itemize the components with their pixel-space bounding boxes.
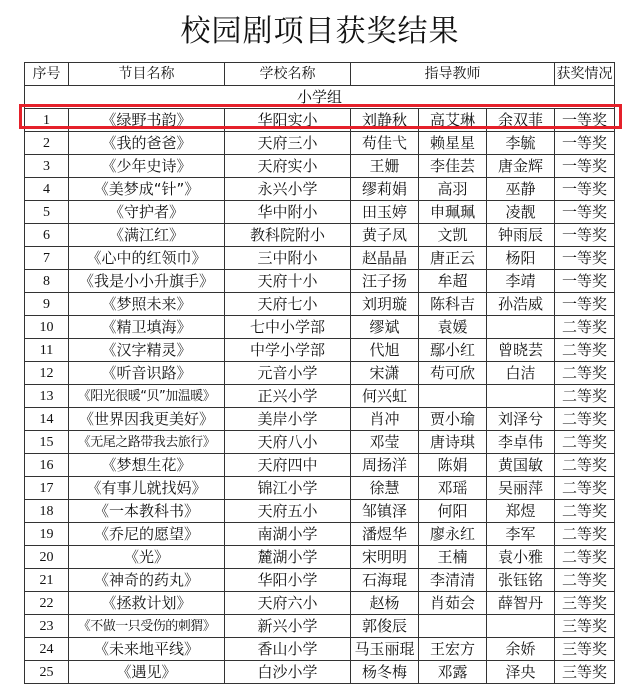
school-name: 美岸小学 bbox=[225, 408, 351, 431]
table-row bbox=[25, 408, 615, 431]
school-name: 永兴小学 bbox=[225, 178, 351, 201]
teacher-3: 曾晓芸 bbox=[487, 339, 555, 362]
row-number: 11 bbox=[25, 339, 69, 362]
program-title: 《心中的红领巾》 bbox=[69, 247, 225, 270]
program-title: 《乔尼的愿望》 bbox=[69, 523, 225, 546]
teacher-1: 马玉丽琨 bbox=[351, 638, 419, 661]
award-result: 二等奖 bbox=[555, 431, 615, 454]
teacher-1: 刘玥璇 bbox=[351, 293, 419, 316]
teacher-3: 黄国敏 bbox=[487, 454, 555, 477]
teacher-2: 袁媛 bbox=[419, 316, 487, 339]
table-row bbox=[25, 569, 615, 592]
teacher-3: 李军 bbox=[487, 523, 555, 546]
teacher-1: 徐慧 bbox=[351, 477, 419, 500]
school-name: 新兴小学 bbox=[225, 615, 351, 638]
program-title: 《满江红》 bbox=[69, 224, 225, 247]
teacher-2: 廖永红 bbox=[419, 523, 487, 546]
row-number: 19 bbox=[25, 523, 69, 546]
row-number: 16 bbox=[25, 454, 69, 477]
award-result: 一等奖 bbox=[555, 132, 615, 155]
school-name: 天府六小 bbox=[225, 592, 351, 615]
award-result: 一等奖 bbox=[555, 178, 615, 201]
teacher-2: 唐诗琪 bbox=[419, 431, 487, 454]
teacher-1: 黄子凤 bbox=[351, 224, 419, 247]
teacher-1: 邹镇泽 bbox=[351, 500, 419, 523]
table-row bbox=[25, 109, 615, 132]
teacher-3: 薛智丹 bbox=[487, 592, 555, 615]
page-title: 校园剧项目获奖结果 bbox=[180, 14, 460, 49]
program-title: 《守护者》 bbox=[69, 201, 225, 224]
teacher-3: 杨阳 bbox=[487, 247, 555, 270]
award-result: 二等奖 bbox=[555, 316, 615, 339]
teacher-3: 余双菲 bbox=[487, 109, 555, 132]
award-result: 一等奖 bbox=[555, 155, 615, 178]
award-result: 二等奖 bbox=[555, 385, 615, 408]
header-award: 获奖情况 bbox=[555, 63, 615, 86]
school-name: 七中小学部 bbox=[225, 316, 351, 339]
table-row bbox=[25, 293, 615, 316]
school-name: 天府十小 bbox=[225, 270, 351, 293]
teacher-2: 牟超 bbox=[419, 270, 487, 293]
teacher-1: 苟佳弋 bbox=[351, 132, 419, 155]
teacher-2: 申珮珮 bbox=[419, 201, 487, 224]
teacher-1: 何兴虹 bbox=[351, 385, 419, 408]
teacher-3: 凌靓 bbox=[487, 201, 555, 224]
teacher-1: 杨冬梅 bbox=[351, 661, 419, 684]
teacher-2: 邓瑶 bbox=[419, 477, 487, 500]
row-number: 9 bbox=[25, 293, 69, 316]
teacher-2: 邓露 bbox=[419, 661, 487, 684]
teacher-3: 白洁 bbox=[487, 362, 555, 385]
teacher-2: 陈科吉 bbox=[419, 293, 487, 316]
teacher-2: 苟可欣 bbox=[419, 362, 487, 385]
teacher-1: 郭俊辰 bbox=[351, 615, 419, 638]
table-row bbox=[25, 661, 615, 684]
school-name: 三中附小 bbox=[225, 247, 351, 270]
row-number: 22 bbox=[25, 592, 69, 615]
teacher-3 bbox=[487, 385, 555, 408]
award-result: 二等奖 bbox=[555, 362, 615, 385]
teacher-2: 肖茹会 bbox=[419, 592, 487, 615]
teacher-1: 汪子扬 bbox=[351, 270, 419, 293]
teacher-3: 李靖 bbox=[487, 270, 555, 293]
school-name: 天府七小 bbox=[225, 293, 351, 316]
teacher-2: 李清清 bbox=[419, 569, 487, 592]
table-row bbox=[25, 431, 615, 454]
program-title: 《光》 bbox=[69, 546, 225, 569]
teacher-3: 孙浩威 bbox=[487, 293, 555, 316]
table-row bbox=[25, 500, 615, 523]
teacher-3: 张钰铭 bbox=[487, 569, 555, 592]
row-number: 17 bbox=[25, 477, 69, 500]
teacher-1: 肖冲 bbox=[351, 408, 419, 431]
school-name: 香山小学 bbox=[225, 638, 351, 661]
teacher-3: 泽央 bbox=[487, 661, 555, 684]
table-row bbox=[25, 224, 615, 247]
program-title: 《一本教科书》 bbox=[69, 500, 225, 523]
award-result: 二等奖 bbox=[555, 339, 615, 362]
award-result: 二等奖 bbox=[555, 454, 615, 477]
table-row bbox=[25, 155, 615, 178]
row-number: 4 bbox=[25, 178, 69, 201]
program-title: 《我是小小升旗手》 bbox=[69, 270, 225, 293]
table-row bbox=[25, 339, 615, 362]
table-row bbox=[25, 615, 615, 638]
school-name: 正兴小学 bbox=[225, 385, 351, 408]
teacher-2: 王宏方 bbox=[419, 638, 487, 661]
table-row bbox=[25, 592, 615, 615]
school-name: 华阳小学 bbox=[225, 569, 351, 592]
program-title: 《少年史诗》 bbox=[69, 155, 225, 178]
program-title: 《未来地平线》 bbox=[69, 638, 225, 661]
row-number: 24 bbox=[25, 638, 69, 661]
school-name: 天府三小 bbox=[225, 132, 351, 155]
teacher-1: 邓莹 bbox=[351, 431, 419, 454]
teacher-2: 何阳 bbox=[419, 500, 487, 523]
teacher-1: 田玉婷 bbox=[351, 201, 419, 224]
table-row bbox=[25, 385, 615, 408]
teacher-1: 赵晶晶 bbox=[351, 247, 419, 270]
teacher-1: 宋潇 bbox=[351, 362, 419, 385]
award-result: 三等奖 bbox=[555, 638, 615, 661]
table-row bbox=[25, 316, 615, 339]
results-table bbox=[24, 62, 615, 684]
award-result: 二等奖 bbox=[555, 477, 615, 500]
program-title: 《拯救计划》 bbox=[69, 592, 225, 615]
school-name: 天府四中 bbox=[225, 454, 351, 477]
table-row bbox=[25, 132, 615, 155]
program-title: 《汉字精灵》 bbox=[69, 339, 225, 362]
row-number: 14 bbox=[25, 408, 69, 431]
school-name: 华中附小 bbox=[225, 201, 351, 224]
program-title: 《美梦成“针”》 bbox=[69, 178, 225, 201]
row-number: 7 bbox=[25, 247, 69, 270]
teacher-2: 李佳芸 bbox=[419, 155, 487, 178]
award-result: 一等奖 bbox=[555, 247, 615, 270]
program-title: 《梦照未来》 bbox=[69, 293, 225, 316]
teacher-1: 刘静秋 bbox=[351, 109, 419, 132]
teacher-3 bbox=[487, 316, 555, 339]
row-number: 12 bbox=[25, 362, 69, 385]
school-name: 华阳实小 bbox=[225, 109, 351, 132]
teacher-3: 吴丽萍 bbox=[487, 477, 555, 500]
teacher-2: 王楠 bbox=[419, 546, 487, 569]
program-title: 《阳光很暖“贝”加温暖》 bbox=[69, 385, 225, 408]
row-number: 23 bbox=[25, 615, 69, 638]
award-result: 二等奖 bbox=[555, 523, 615, 546]
teacher-3: 郑煜 bbox=[487, 500, 555, 523]
table-header-row bbox=[25, 63, 615, 86]
row-number: 3 bbox=[25, 155, 69, 178]
award-result: 一等奖 bbox=[555, 224, 615, 247]
school-name: 南湖小学 bbox=[225, 523, 351, 546]
table-row bbox=[25, 454, 615, 477]
award-result: 一等奖 bbox=[555, 270, 615, 293]
teacher-2: 鄢小红 bbox=[419, 339, 487, 362]
program-title: 《不做一只受伤的刺猬》 bbox=[69, 615, 225, 638]
row-number: 1 bbox=[25, 109, 69, 132]
teacher-1: 王姗 bbox=[351, 155, 419, 178]
table-row bbox=[25, 178, 615, 201]
teacher-1: 石海琨 bbox=[351, 569, 419, 592]
program-title: 《绿野书韵》 bbox=[69, 109, 225, 132]
award-result: 二等奖 bbox=[555, 500, 615, 523]
award-result: 一等奖 bbox=[555, 201, 615, 224]
table-row bbox=[25, 477, 615, 500]
school-name: 天府实小 bbox=[225, 155, 351, 178]
teacher-2: 高羽 bbox=[419, 178, 487, 201]
teacher-2: 赖星星 bbox=[419, 132, 487, 155]
program-title: 《无尾之路带我去旅行》 bbox=[69, 431, 225, 454]
header-seq: 序号 bbox=[25, 63, 69, 86]
award-result: 二等奖 bbox=[555, 546, 615, 569]
teacher-1: 缪莉娟 bbox=[351, 178, 419, 201]
teacher-3: 李卓伟 bbox=[487, 431, 555, 454]
teacher-3: 余娇 bbox=[487, 638, 555, 661]
teacher-2 bbox=[419, 615, 487, 638]
teacher-2: 唐正云 bbox=[419, 247, 487, 270]
award-result: 三等奖 bbox=[555, 592, 615, 615]
teacher-3 bbox=[487, 615, 555, 638]
award-result: 二等奖 bbox=[555, 408, 615, 431]
row-number: 13 bbox=[25, 385, 69, 408]
award-result: 三等奖 bbox=[555, 661, 615, 684]
table-row bbox=[25, 362, 615, 385]
teacher-3: 巫静 bbox=[487, 178, 555, 201]
program-title: 《精卫填海》 bbox=[69, 316, 225, 339]
teacher-2: 高艾琳 bbox=[419, 109, 487, 132]
header-title: 节目名称 bbox=[69, 63, 225, 86]
award-result: 一等奖 bbox=[555, 293, 615, 316]
program-title: 《世界因我更美好》 bbox=[69, 408, 225, 431]
program-title: 《梦想生花》 bbox=[69, 454, 225, 477]
teacher-1: 缪斌 bbox=[351, 316, 419, 339]
table-row bbox=[25, 638, 615, 661]
row-number: 15 bbox=[25, 431, 69, 454]
table-body bbox=[25, 86, 615, 684]
school-name: 天府五小 bbox=[225, 500, 351, 523]
teacher-2: 贾小瑜 bbox=[419, 408, 487, 431]
teacher-2: 陈娟 bbox=[419, 454, 487, 477]
table-row bbox=[25, 546, 615, 569]
award-result: 一等奖 bbox=[555, 109, 615, 132]
teacher-2: 文凯 bbox=[419, 224, 487, 247]
header-teachers: 指导教师 bbox=[351, 63, 555, 86]
teacher-1: 潘煜华 bbox=[351, 523, 419, 546]
school-name: 元音小学 bbox=[225, 362, 351, 385]
table-row bbox=[25, 247, 615, 270]
table-row bbox=[25, 201, 615, 224]
section-row bbox=[25, 86, 615, 109]
teacher-3: 钟雨辰 bbox=[487, 224, 555, 247]
teacher-3: 唐金辉 bbox=[487, 155, 555, 178]
row-number: 20 bbox=[25, 546, 69, 569]
teacher-1: 赵杨 bbox=[351, 592, 419, 615]
teacher-2 bbox=[419, 385, 487, 408]
results-table-container bbox=[24, 62, 614, 684]
row-number: 21 bbox=[25, 569, 69, 592]
row-number: 8 bbox=[25, 270, 69, 293]
award-result: 二等奖 bbox=[555, 569, 615, 592]
header-school: 学校名称 bbox=[225, 63, 351, 86]
school-name: 白沙小学 bbox=[225, 661, 351, 684]
table-row bbox=[25, 270, 615, 293]
school-name: 锦江小学 bbox=[225, 477, 351, 500]
table-row bbox=[25, 523, 615, 546]
program-title: 《神奇的药丸》 bbox=[69, 569, 225, 592]
row-number: 10 bbox=[25, 316, 69, 339]
teacher-1: 宋明明 bbox=[351, 546, 419, 569]
teacher-3: 袁小雅 bbox=[487, 546, 555, 569]
teacher-3: 李毓 bbox=[487, 132, 555, 155]
row-number: 2 bbox=[25, 132, 69, 155]
row-number: 5 bbox=[25, 201, 69, 224]
program-title: 《我的爸爸》 bbox=[69, 132, 225, 155]
school-name: 教科院附小 bbox=[225, 224, 351, 247]
school-name: 麓湖小学 bbox=[225, 546, 351, 569]
teacher-3: 刘泽兮 bbox=[487, 408, 555, 431]
school-name: 中学小学部 bbox=[225, 339, 351, 362]
program-title: 《遇见》 bbox=[69, 661, 225, 684]
teacher-1: 周扬洋 bbox=[351, 454, 419, 477]
teacher-1: 代旭 bbox=[351, 339, 419, 362]
award-result: 三等奖 bbox=[555, 615, 615, 638]
row-number: 18 bbox=[25, 500, 69, 523]
school-name: 天府八小 bbox=[225, 431, 351, 454]
row-number: 25 bbox=[25, 661, 69, 684]
section-label: 小学组 bbox=[25, 86, 615, 109]
row-number: 6 bbox=[25, 224, 69, 247]
program-title: 《听音识路》 bbox=[69, 362, 225, 385]
program-title: 《有事儿就找妈》 bbox=[69, 477, 225, 500]
